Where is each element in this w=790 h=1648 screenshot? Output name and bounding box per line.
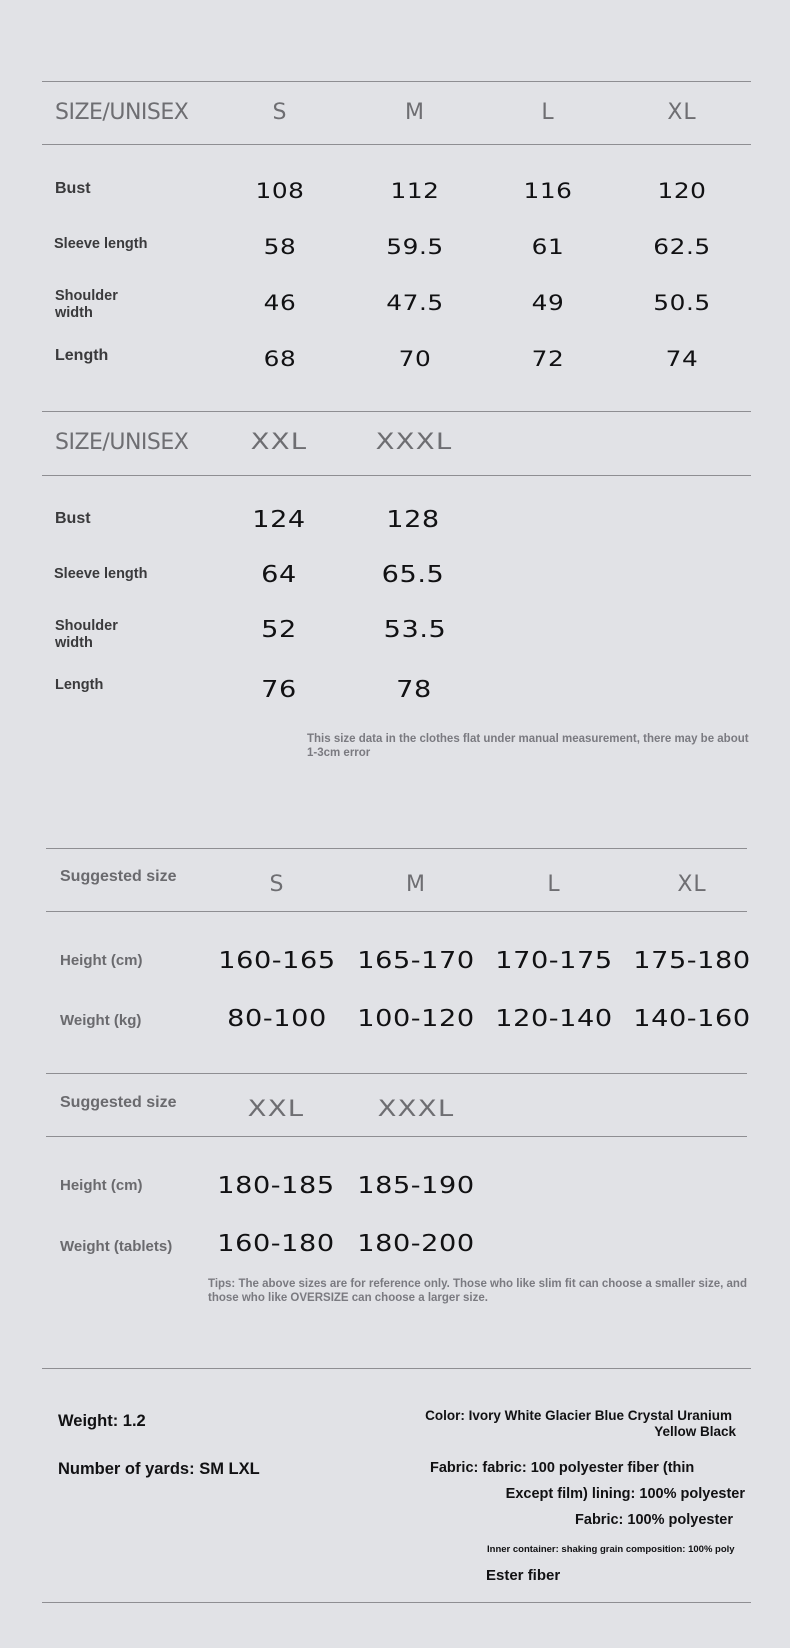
suggest1-size-s: S <box>269 872 285 897</box>
spec-yards: Number of yards: SM LXL <box>58 1460 260 1478</box>
spec-fabric-line2: Except film) lining: 100% polyester <box>505 1486 745 1502</box>
table1-size-s: S <box>272 100 288 125</box>
suggest1-row-label-height: Height (cm) <box>60 952 143 969</box>
divider <box>46 1136 747 1137</box>
table1-cell: 58 <box>263 235 297 259</box>
table2-row-label-sleeve: Sleeve length <box>54 566 148 582</box>
spec-color-line1: Color: Ivory White Glacier Blue Crystal Uranium <box>425 1408 732 1423</box>
suggest1-cell: 160-165 <box>218 948 336 974</box>
suggest1-cell: 175-180 <box>633 948 751 974</box>
table1-row-label-shoulder: Shoulder width <box>55 288 118 321</box>
spec-ester-fiber: Ester fiber <box>486 1567 561 1584</box>
table1-cell: 61 <box>531 235 565 259</box>
suggest1-size-m: M <box>406 872 426 897</box>
divider <box>46 911 747 912</box>
table1-cell: 112 <box>390 179 440 203</box>
table1-cell: 49 <box>531 291 565 315</box>
table2-header-label: SIZE/UNISEX <box>55 430 189 455</box>
table2-cell: 64 <box>261 562 297 588</box>
divider <box>42 475 751 476</box>
suggest1-cell: 100-120 <box>357 1006 475 1032</box>
suggest2-size-xxl: XXL <box>247 1097 305 1122</box>
table1-size-xl: XL <box>667 100 697 125</box>
measurement-note: This size data in the clothes flat under manual measurement, there may be about 1-3cm error <box>307 733 749 759</box>
table1-cell: 74 <box>665 347 699 371</box>
table2-cell: 65.5 <box>381 562 445 588</box>
table1-cell: 47.5 <box>386 291 444 315</box>
table1-cell: 72 <box>531 347 565 371</box>
suggest2-cell: 160-180 <box>217 1231 335 1257</box>
table1-cell: 116 <box>523 179 573 203</box>
suggest2-row-label-weight: Weight (tablets) <box>60 1238 173 1255</box>
suggest1-size-xl: XL <box>677 872 707 897</box>
suggest2-cell: 180-200 <box>357 1231 475 1257</box>
suggest1-header-label: Suggested size <box>60 868 177 885</box>
table2-row-label-bust: Bust <box>55 510 91 527</box>
divider <box>42 411 751 412</box>
suggest1-cell: 140-160 <box>633 1006 751 1032</box>
spec-inner-container: Inner container: shaking grain composition: 100% poly <box>487 1544 735 1555</box>
spec-color-line2: Yellow Black <box>654 1424 736 1439</box>
table1-row-label-bust: Bust <box>55 180 91 197</box>
divider <box>42 144 751 145</box>
table2-cell: 52 <box>261 617 297 643</box>
suggest1-cell: 80-100 <box>227 1006 327 1032</box>
table1-cell: 108 <box>255 179 305 203</box>
spec-fabric-line1: Fabric: fabric: 100 polyester fiber (thin <box>430 1460 695 1476</box>
table2-size-xxxl: XXXL <box>375 430 453 455</box>
divider <box>46 1073 747 1074</box>
divider <box>46 848 747 849</box>
suggest2-row-label-height: Height (cm) <box>60 1177 143 1194</box>
table2-cell: 53.5 <box>383 617 447 643</box>
spec-fabric-line3: Fabric: 100% polyester <box>575 1512 733 1528</box>
table1-cell: 120 <box>657 179 707 203</box>
divider <box>42 81 751 82</box>
suggest2-size-xxxl: XXXL <box>377 1097 455 1122</box>
spec-weight: Weight: 1.2 <box>58 1412 146 1430</box>
suggest1-cell: 120-140 <box>495 1006 613 1032</box>
divider <box>42 1368 751 1369</box>
suggest2-cell: 180-185 <box>217 1173 335 1199</box>
table1-size-l: L <box>541 100 555 125</box>
table2-row-label-shoulder: Shoulder width <box>55 618 118 651</box>
suggest2-header-label: Suggested size <box>60 1094 177 1111</box>
table2-cell: 76 <box>261 677 297 703</box>
table1-cell: 70 <box>398 347 432 371</box>
table2-size-xxl: XXL <box>250 430 308 455</box>
table1-cell: 62.5 <box>653 235 711 259</box>
table1-cell: 50.5 <box>653 291 711 315</box>
table1-cell: 68 <box>263 347 297 371</box>
table1-header-label: SIZE/UNISEX <box>55 100 189 125</box>
divider <box>42 1602 751 1603</box>
table1-row-label-sleeve: Sleeve length <box>54 236 148 252</box>
suggest1-size-l: L <box>547 872 561 897</box>
table2-cell: 128 <box>386 507 440 533</box>
table1-size-m: M <box>405 100 425 125</box>
suggest1-cell: 165-170 <box>357 948 475 974</box>
table1-cell: 46 <box>263 291 297 315</box>
suggest2-cell: 185-190 <box>357 1173 475 1199</box>
table2-cell: 124 <box>252 507 306 533</box>
suggest1-cell: 170-175 <box>495 948 613 974</box>
table1-cell: 59.5 <box>386 235 444 259</box>
suggest1-row-label-weight: Weight (kg) <box>60 1012 142 1029</box>
table1-row-label-length: Length <box>55 347 109 364</box>
table2-cell: 78 <box>396 677 432 703</box>
size-tips: Tips: The above sizes are for reference only. Those who like slim fit can choose a smaller size, and those who like OVERSIZE can choose a larger size. <box>208 1278 747 1304</box>
table2-row-label-length: Length <box>55 677 104 693</box>
